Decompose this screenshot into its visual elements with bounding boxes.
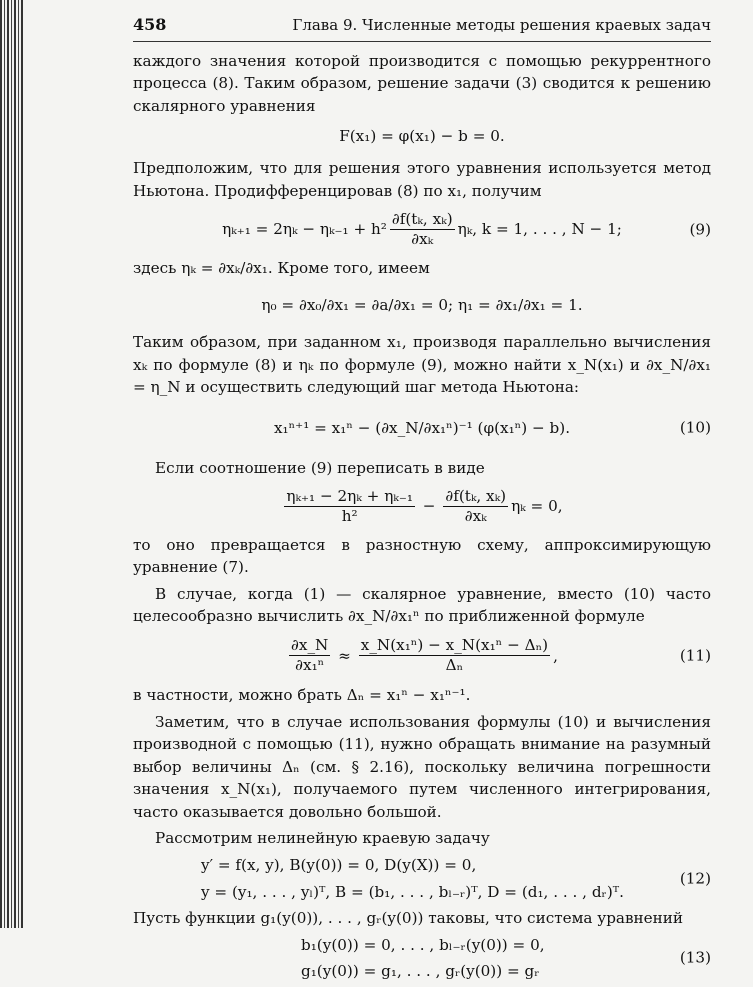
paragraph: каждого значения которой производится с помощью рекуррентного процесса (8). Таким образом, решение задачи (3) сводится к решению скалярного уравнения — [133, 51, 711, 115]
fraction: $\frac{\text{∂f(tₖ, xₖ)}}{\text{∂xₖ}}$ — [445, 487, 507, 526]
equation-number: (12) — [679, 869, 711, 888]
equation-number: (13) — [679, 949, 711, 968]
fraction: $\frac{\partial x\_N}{\text{∂x₁ⁿ}}$ — [291, 636, 329, 675]
chapter-title: Глава 9. Численные методы решения краевых задач — [292, 16, 711, 34]
book-page — [133, 14, 711, 987]
paragraph: Если соотношение (9) переписать в виде — [155, 458, 485, 477]
equation-scalar: F(x₁) = φ(x₁) − b = 0. — [339, 127, 505, 146]
equation-rewrite: $\frac{\text{ηₖ₊₁ − 2ηₖ + ηₖ₋₁}}{\text{h²}}$ − $\frac{\text{∂f(tₖ, xₖ)}}{\text{∂xₖ}}$ ηₖ = 0, — [286, 487, 563, 526]
paragraph: Таким образом, при заданном x₁, производя параллельно вычисления xₖ по формуле (8) и ηₖ по формуле (9), можно найти x_N(x₁) и ∂x_N/∂x₁ = η_N и осуществить следующий шаг метода Ньютона: — [133, 333, 711, 397]
equation-13: b₁(y(0)) = 0, . . . , bₗ₋ᵣ(y(0)) = 0, g₁(y(0)) = g₁, . . . , gᵣ(y(0)) = gᵣ (13) — [301, 935, 711, 981]
paragraph: в частности, можно брать Δₙ = x₁ⁿ − x₁ⁿ⁻¹. — [133, 685, 471, 704]
fraction: $\frac{\text{ηₖ₊₁ − 2ηₖ + ηₖ₋₁}}{\text{h²}}$ — [286, 487, 413, 526]
equation-12: y′ = f(x, y), B(y(0)) = 0, D(y(X)) = 0, y = (y₁, . . . , yₗ)ᵀ, B = (b₁, . . . , bₗ₋ᵣ)ᵀ, D = (d₁, . . . , dᵣ)ᵀ. (12) — [201, 856, 711, 901]
book-binding-edge — [0, 0, 24, 928]
running-header — [133, 14, 711, 42]
equation-eta: η₀ = ∂x₀/∂x₁ = ∂a/∂x₁ = 0; η₁ = ∂x₁/∂x₁ = 1. — [261, 295, 583, 314]
equation-number: (10) — [679, 418, 711, 437]
fraction: $\frac{\text{∂f(tₖ, xₖ)}}{\text{∂xₖ}}$ — [391, 210, 453, 249]
equation-11: $\frac{\partial x\_N}{\text{∂x₁ⁿ}}$ ≈ $\frac{\text{x\_N(x₁ⁿ) − x\_N(x₁ⁿ − Δₙ)}}{\text{Δₙ}}$ , (11) — [291, 636, 711, 675]
equation-9: ηₖ₊₁ = 2ηₖ − ηₖ₋₁ + h² $\frac{\text{∂f(tₖ, xₖ)}}{\text{∂xₖ}}$ ηₖ, k = 1, . . . , N − 1; (9) — [222, 210, 711, 249]
paragraph: Пусть функции g₁(y(0)), . . . , gᵣ(y(0)) таковы, что система уравнений — [133, 909, 684, 928]
paragraph: здесь ηₖ = ∂xₖ/∂x₁. Кроме того, имеем — [133, 258, 430, 277]
paragraph: Рассмотрим нелинейную краевую задачу — [155, 829, 490, 848]
paragraph: Предположим, что для решения этого уравнения используется метод Ньютона. Продифференцировав (8) по x₁, получим — [133, 159, 711, 200]
paragraph: Заметим, что в случае использования формулы (10) и вычисления производной с помощью (11), нужно обращать внимание на разумный выбор величины Δₙ (см. § 2.16), поскольку величина погрешности значения x_N(x₁), получаемого путем численного интегрирования, часто оказывается довольно большой. — [133, 712, 711, 821]
equation-number: (11) — [679, 646, 711, 665]
equation-10: x₁ⁿ⁺¹ = x₁ⁿ − (∂x_N/∂x₁ⁿ)⁻¹ (φ(x₁ⁿ) − b). (10) — [133, 403, 711, 453]
paragraph: то оно превращается в разностную схему, аппроксимирующую уравнение (7). — [133, 535, 711, 577]
equation-number: (9) — [689, 220, 711, 239]
page-number: 458 — [133, 15, 167, 34]
paragraph: В случае, когда (1) — скалярное уравнение, вместо (10) часто целесообразно вычислить ∂x_N/∂x₁ⁿ по приближенной формуле — [133, 584, 711, 626]
fraction: $\frac{\text{x\_N(x₁ⁿ) − x\_N(x₁ⁿ − Δₙ)}}{\text{Δₙ}}$ — [360, 636, 549, 675]
